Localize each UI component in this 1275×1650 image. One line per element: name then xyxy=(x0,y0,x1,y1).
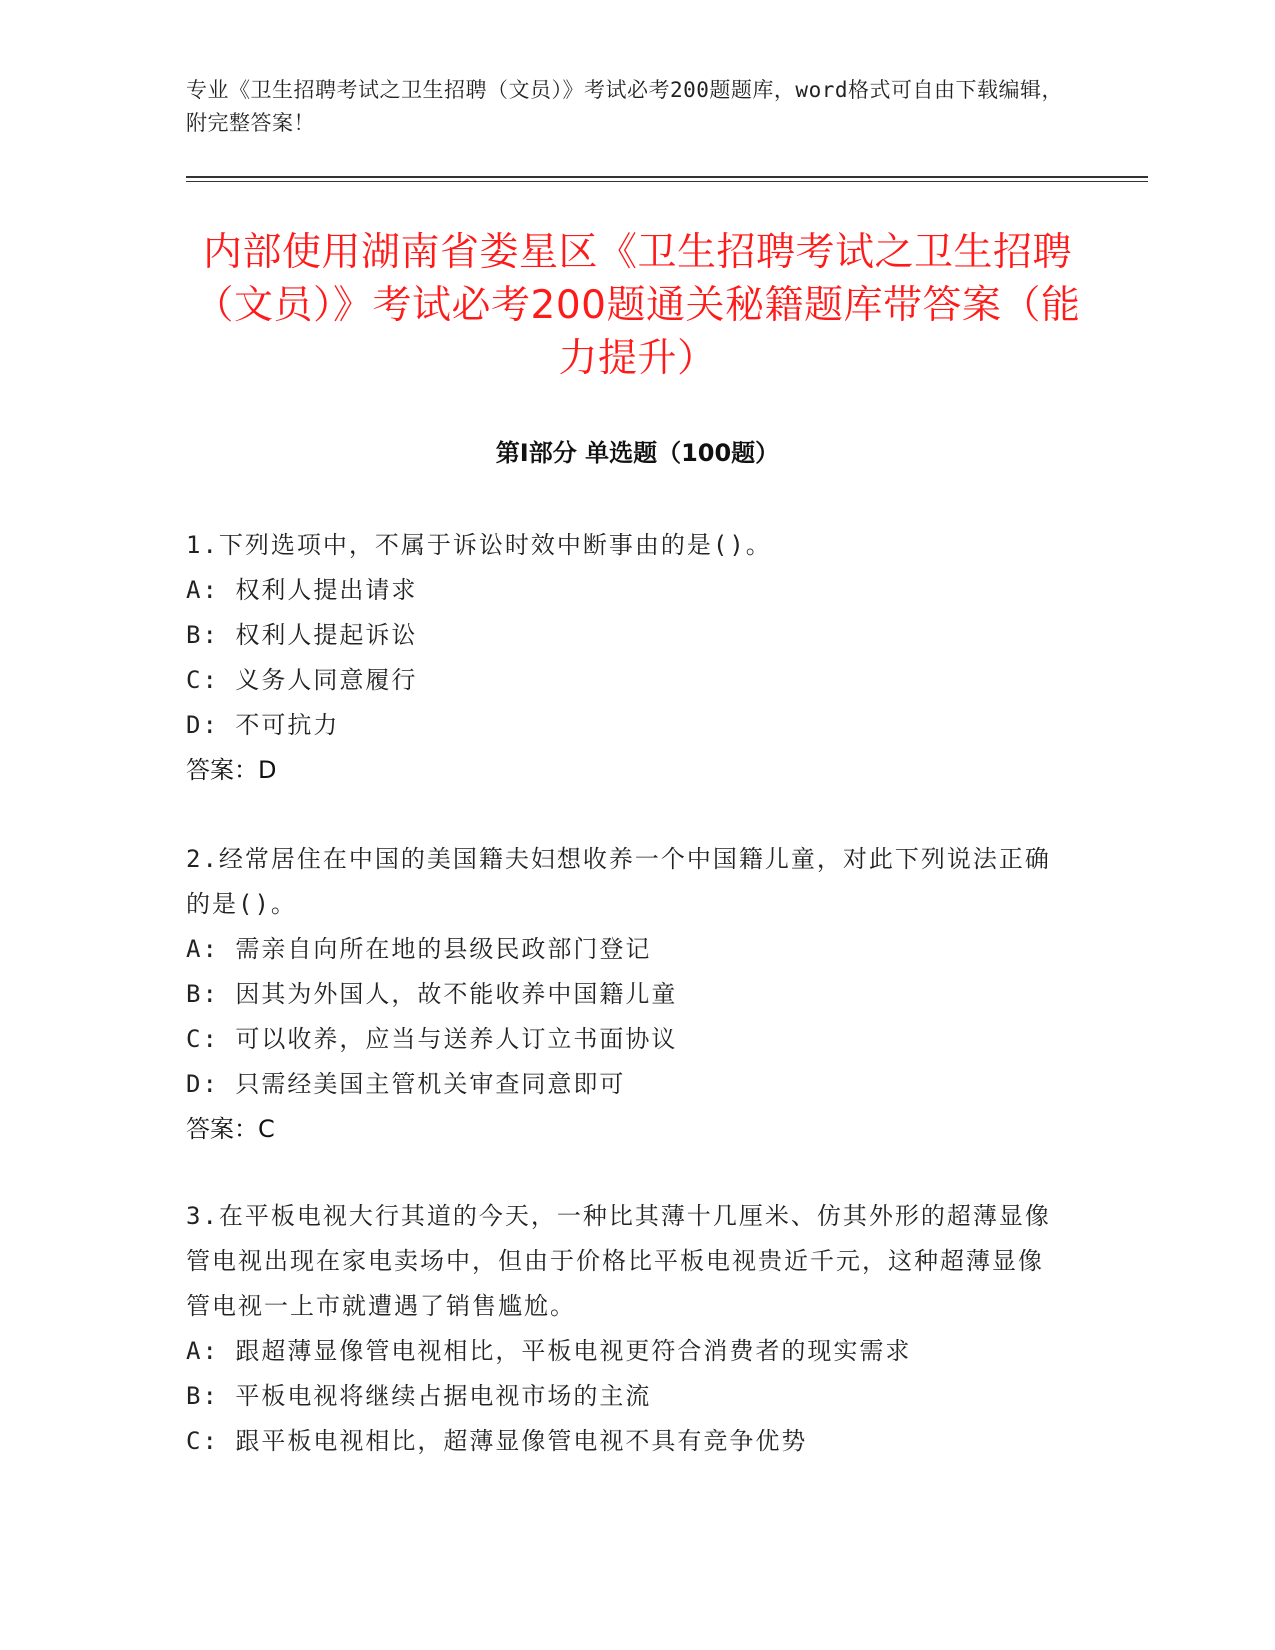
option-c: C: 可以收养，应当与送养人订立书面协议 xyxy=(186,1025,678,1053)
question-3 xyxy=(186,1194,1066,1464)
question-stem: 1.下列选项中，不属于诉讼时效中断事由的是()。 xyxy=(186,531,772,559)
answer: 答案：D xyxy=(186,756,277,784)
option-a: A: 需亲自向所在地的县级民政部门登记 xyxy=(186,935,652,963)
option-b: B: 平板电视将继续占据电视市场的主流 xyxy=(186,1382,652,1410)
option-d: D: 只需经美国主管机关审查同意即可 xyxy=(186,1070,626,1098)
header-divider xyxy=(186,176,1148,178)
option-b: B: 因其为外国人，故不能收养中国籍儿童 xyxy=(186,980,678,1008)
header-divider-thin xyxy=(186,181,1148,182)
option-d: D: 不可抗力 xyxy=(186,711,340,739)
header-note: 专业《卫生招聘考试之卫生招聘（文员）》考试必考200题题库，word格式可自由下载编辑，附完整答案！ xyxy=(186,78,1063,135)
question-stem: 3.在平板电视大行其道的今天，一种比其薄十几厘米、仿其外形的超薄显像管电视出现在家电卖场中，但由于价格比平板电视贵近千元，这种超薄显像管电视一上市就遭遇了销售尴尬。 xyxy=(186,1202,1051,1320)
question-2 xyxy=(186,837,1066,1152)
document-title: 内部使用湖南省娄星区《卫生招聘考试之卫生招聘（文员）》考试必考200题通关秘籍题库带答案（能力提升） xyxy=(194,230,1081,381)
question-stem: 2.经常居住在中国的美国籍夫妇想收养一个中国籍儿童，对此下列说法正确的是()。 xyxy=(186,845,1051,918)
question-1 xyxy=(186,523,1066,793)
answer: 答案：C xyxy=(186,1115,275,1143)
option-b: B: 权利人提起诉讼 xyxy=(186,621,418,649)
option-c: C: 跟平板电视相比，超薄显像管电视不具有竞争优势 xyxy=(186,1427,808,1455)
section-title: 第Ⅰ部分 单选题（100题） xyxy=(495,439,780,467)
option-c: C: 义务人同意履行 xyxy=(186,666,418,694)
option-a: A: 权利人提出请求 xyxy=(186,576,418,604)
option-a: A: 跟超薄显像管电视相比，平板电视更符合消费者的现实需求 xyxy=(186,1337,912,1365)
